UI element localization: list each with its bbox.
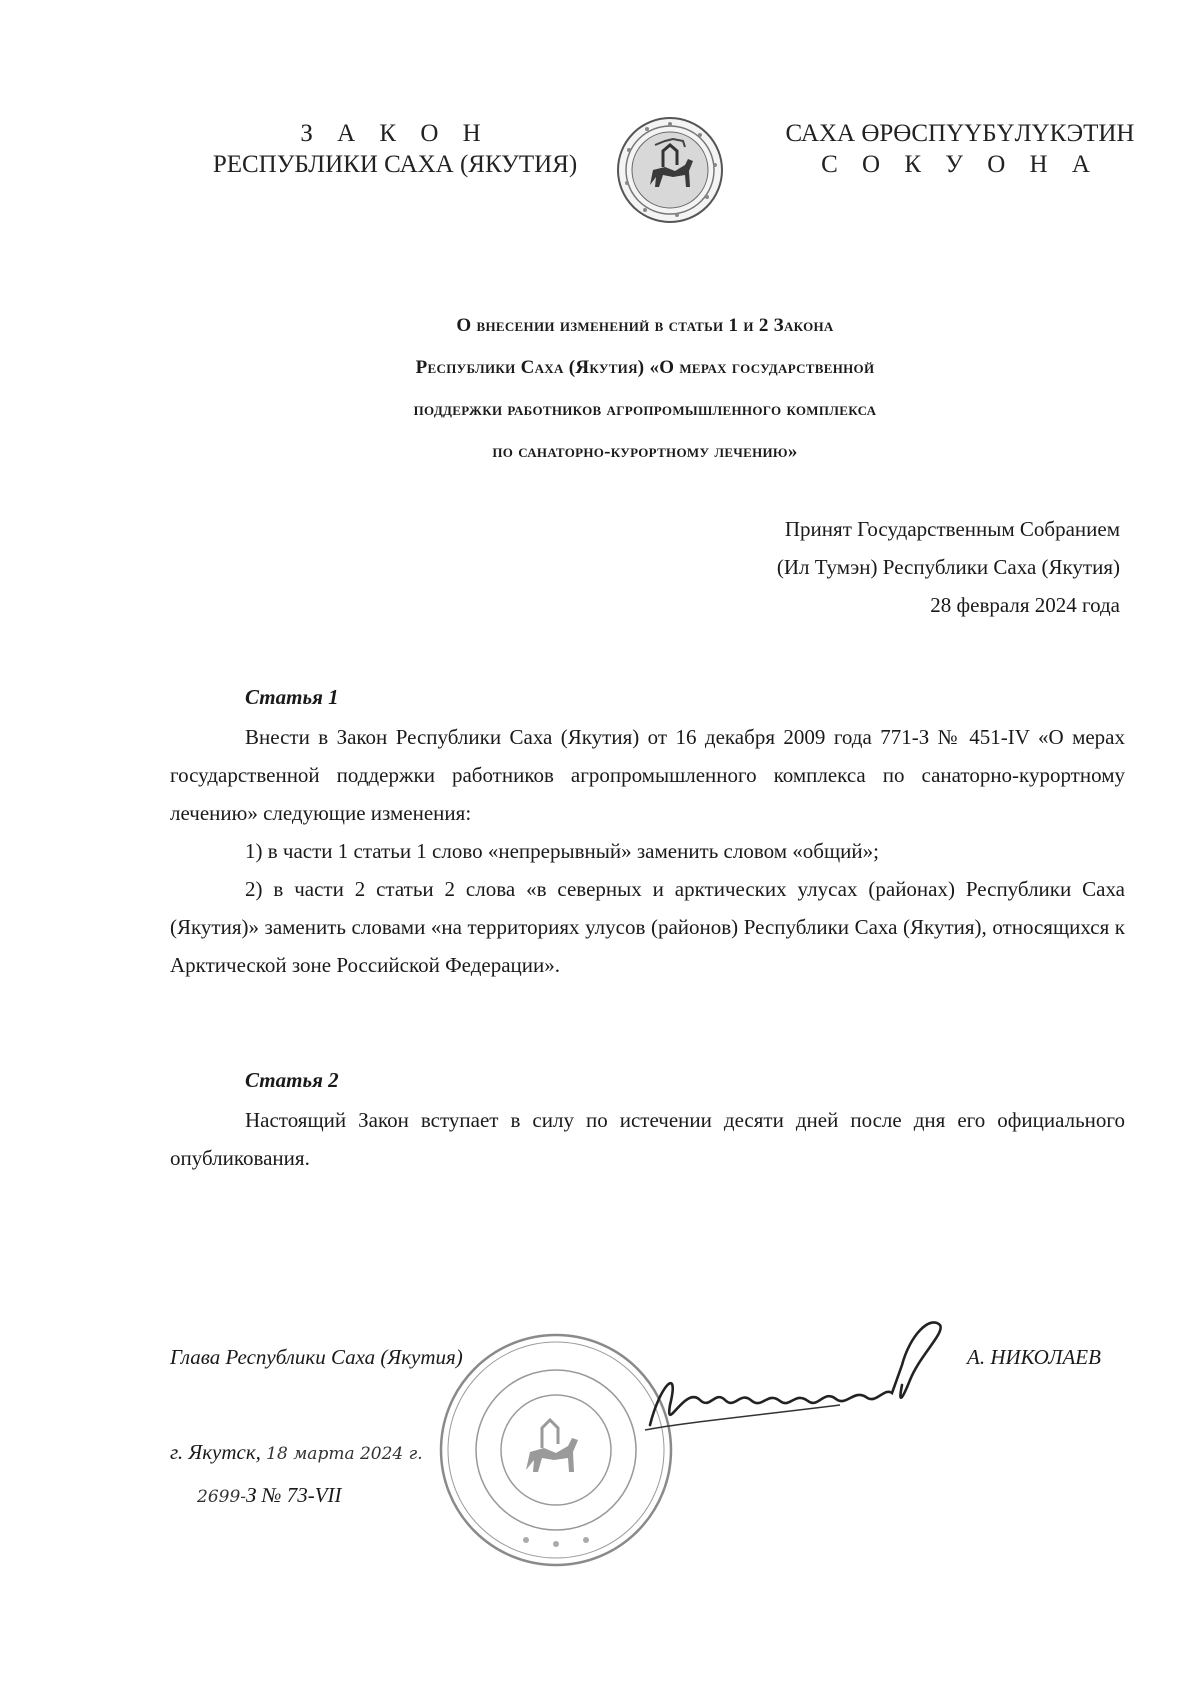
handwritten-signature-icon xyxy=(640,1305,1000,1475)
law-label: З А К О Н xyxy=(300,120,490,147)
article-2-paragraph-1: Настоящий Закон вступает в силу по истечении десяти дней после дня его официального опубликования. xyxy=(170,1108,1125,1170)
place-and-date xyxy=(170,1440,423,1465)
adopted-line-1: Принят Государственным Собранием xyxy=(784,517,1120,541)
republic-name: РЕСПУБЛИКИ САХА (ЯКУТИЯ) xyxy=(212,151,578,178)
law-label-sakha: С О К У О Н А xyxy=(821,151,1099,178)
handwritten-date: 18 марта 2024 г. xyxy=(266,1444,423,1464)
signatory-name: А. НИКОЛАЕВ xyxy=(967,1345,1101,1369)
article-2-body xyxy=(170,1101,1125,1177)
header-left xyxy=(200,118,590,180)
document-title xyxy=(200,305,1090,473)
printed-law-number: З № 73-VII xyxy=(246,1483,342,1507)
article-2-heading: Статья 2 xyxy=(245,1068,339,1092)
handwritten-law-number: 2699- xyxy=(197,1487,247,1507)
title-line-4: по санаторно-курортному лечению» xyxy=(492,441,798,462)
republic-name-sakha: САХА ӨРӨСПҮҮБҮЛҮКЭТИН xyxy=(785,120,1135,147)
law-number xyxy=(197,1483,342,1508)
title-line-3: поддержки работников агропромышленного комплекса xyxy=(413,399,877,420)
adopted-date: 28 февраля 2024 года xyxy=(930,593,1120,617)
coat-of-arms-emblem-icon xyxy=(615,115,725,225)
article-1-paragraph-1: Внести в Закон Республики Саха (Якутия) от 16 декабря 2009 года 771-З № 451-IV «О мерах государственной поддержки работников агропромышленного комплекса по санаторно-курортному лечению» следующие изменения: xyxy=(170,725,1125,825)
title-line-1: О внесении изменений в статьи 1 и 2 Закона xyxy=(456,315,834,336)
signatory-role: Глава Республики Саха (Якутия) xyxy=(170,1345,463,1369)
city-prefix: г. Якутск, xyxy=(170,1440,261,1464)
title-line-2: Республики Саха (Якутия) «О мерах государственной xyxy=(415,357,875,378)
article-1-item-1: 1) в части 1 статьи 1 слово «непрерывный» заменить словом «общий»; xyxy=(245,839,879,863)
header-right xyxy=(770,118,1150,180)
adoption-info xyxy=(520,510,1120,624)
adopted-line-2: (Ил Тумэн) Республики Саха (Якутия) xyxy=(776,555,1120,579)
article-1-heading: Статья 1 xyxy=(245,685,339,709)
article-1-item-2: 2) в части 2 статьи 2 слова «в северных и арктических улусах (районах) Республики Саха (Якутия)» заменить словами «на территориях улусов (районов) Республики Саха (Якутия), относящихся к Арктической зоне Российской Федерации». xyxy=(170,877,1125,977)
article-1-body xyxy=(170,718,1125,984)
